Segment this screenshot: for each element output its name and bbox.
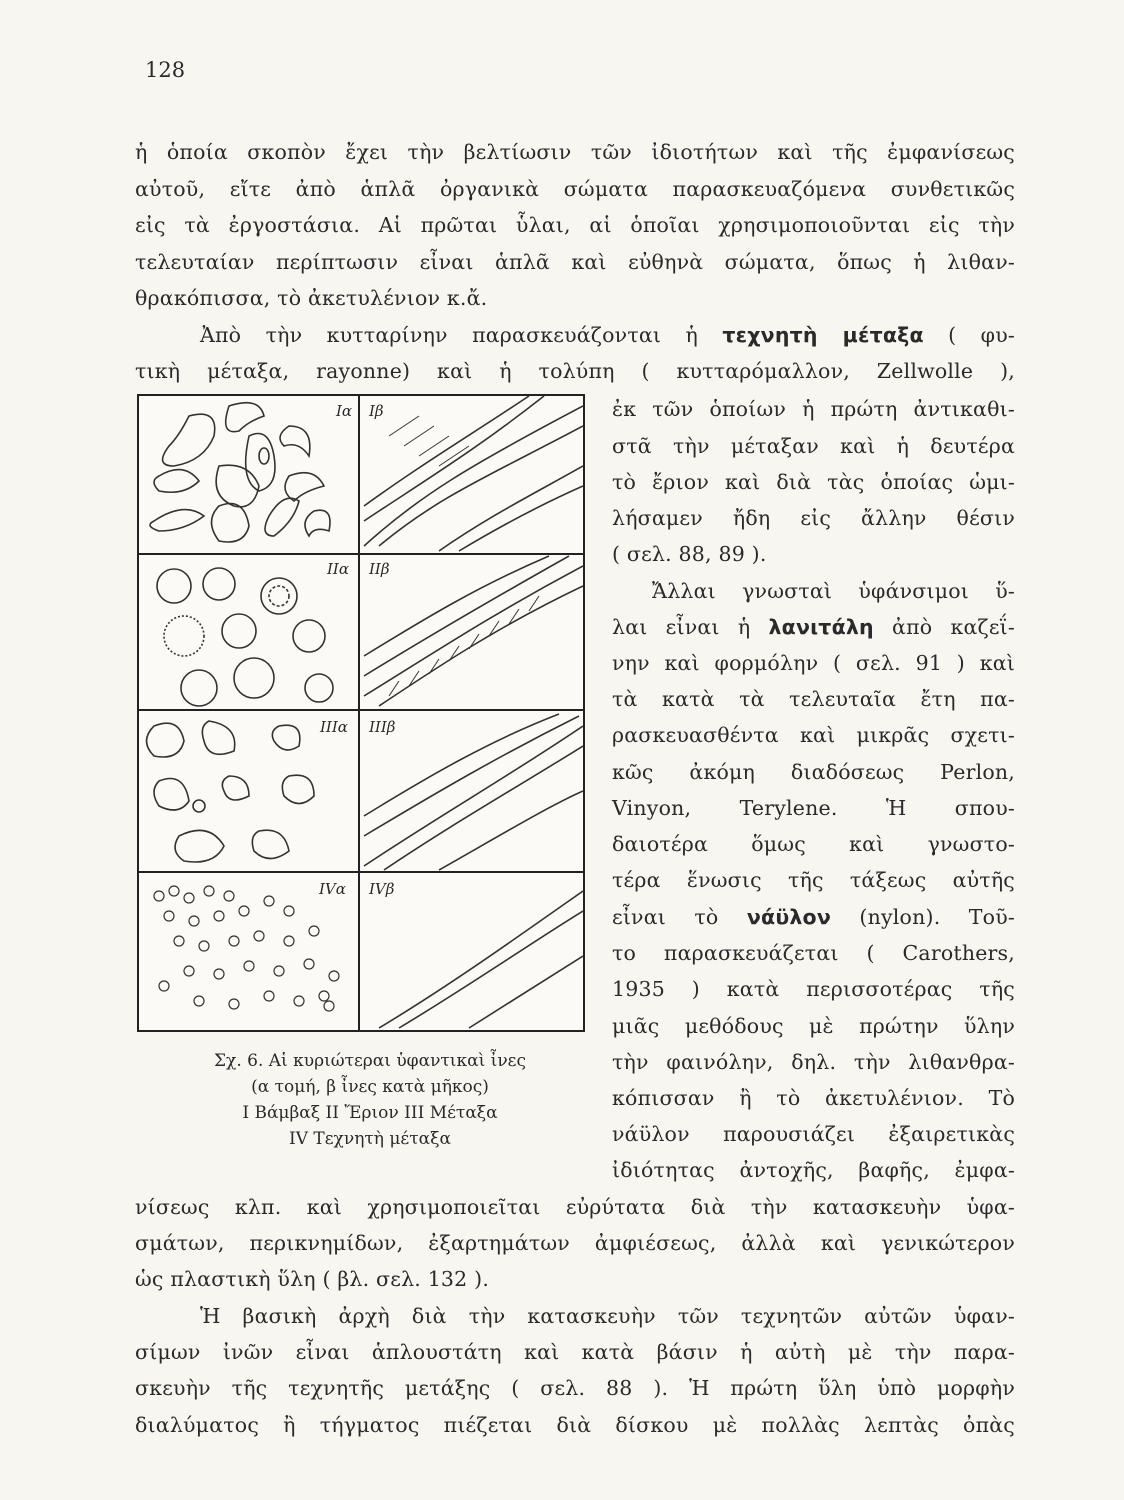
bold-term: λανιτάλη	[768, 615, 874, 639]
silk-sections	[147, 721, 315, 862]
text-line: μιᾶς μεθόδους μὲ πρώτην ὕλην	[612, 1014, 1015, 1038]
text-line: θρακόπισσα, τὸ ἀκετυλένιον κ.ἄ.	[135, 286, 488, 310]
text-line: ρασκευασθέντα καὶ μικρᾶς σχετι-	[612, 723, 1015, 747]
text-line: Ἄλλαι γνωσταὶ ὑφάνσιμοι ὕ-	[652, 579, 1015, 603]
text-span: ἀπὸ καζεΐ-	[892, 615, 1016, 639]
cotton-fibers	[364, 396, 583, 551]
text-line: ὡς πλαστικὴ ὕλη ( βλ. σελ. 132 ).	[135, 1267, 490, 1291]
text-line	[200, 320, 1015, 350]
figure-label: IVα	[319, 880, 346, 898]
text-line: τικὴ μέταξα, rayonne) καὶ ἡ τολύπη ( κυτταρόμαλλον, Zellwolle ),	[135, 359, 1015, 383]
text-line: σκευὴν τῆς τεχνητῆς μετάξης ( σελ. 88 ). Ἡ πρώτη ὕλη ὑπὸ μορφὴν	[135, 1376, 1015, 1400]
text-line: τελευταίαν περίπτωσιν εἶναι ἁπλᾶ καὶ εὐθηνὰ σώματα, ὅπως ἡ λιθαν-	[135, 250, 1015, 274]
text-line: τὰ κατὰ τὰ τελευταῖα ἔτη πα-	[612, 687, 1015, 711]
caption-line: (α τομή, β ἶνες κατὰ μῆκος)	[251, 1077, 489, 1097]
wool-fibers	[364, 556, 583, 706]
text-line: λήσαμεν ἤδη εἰς ἄλλην θέσιν	[612, 506, 1015, 530]
text-line: σίμων ἰνῶν εἶναι ἁπλουστάτη καὶ κατὰ βάσιν ἡ αὐτὴ μὲ τὴν παρα-	[135, 1340, 1015, 1364]
text-line: το παρασκευάζεται ( Carothers,	[612, 941, 1015, 965]
caption-line: Σχ. 6. Αἱ κυριώτεραι ὑφαντικαὶ ἶνες	[214, 1051, 526, 1071]
text-span: εἶναι τὸ	[612, 905, 719, 929]
bold-term: νάϋλον	[746, 905, 832, 929]
figure-label: IIβ	[369, 560, 390, 578]
text-line: ἰδιότητας ἀντοχῆς, βαφῆς, ἐμφα-	[612, 1158, 1015, 1182]
text-line: κῶς ἀκόμη διαδόσεως Perlon,	[612, 760, 1015, 784]
rayon-sections	[154, 886, 339, 1011]
rayon-fibers	[379, 891, 583, 1028]
text-line: ἡ ὁποία σκοπὸν ἔχει τὴν βελτίωσιν τῶν ἰδιοτήτων καὶ τῆς ἐμφανίσεως	[135, 140, 1015, 164]
text-line: νην καὶ φορμόλην ( σελ. 91 ) καὶ	[612, 651, 1015, 675]
text-line: τὸ ἔριον καὶ διὰ τὰς ὁποίας ὡμι-	[612, 470, 1015, 494]
text-line	[612, 902, 1015, 932]
caption-line: IV Τεχνητὴ μέταξα	[289, 1129, 451, 1149]
fiber-figure	[137, 394, 585, 1032]
figure-label: IIIα	[320, 718, 348, 736]
figure-label: IVβ	[369, 880, 395, 898]
text-line: διαλύματος ἢ τήγματος πιέζεται διὰ δίσκου μὲ πολλὰς λεπτὰς ὀπὰς	[135, 1413, 1015, 1437]
text-span: (nylon). Τοῦ-	[859, 905, 1016, 929]
fiber-illustration	[139, 396, 583, 1030]
figure-label: Iβ	[369, 402, 384, 420]
text-line: στᾶ τὴν μέταξαν καὶ ἡ δευτέρα	[612, 434, 1015, 458]
text-span: λαι εἶναι ἡ	[612, 615, 751, 639]
text-line: τὴν φαινόλην, δηλ. τὴν λιθανθρα-	[612, 1050, 1015, 1074]
text-line: νάϋλον παρουσιάζει ἐξαιρετικὰς	[612, 1122, 1015, 1146]
text-line: σμάτων, περικνημίδων, ἐξαρτημάτων ἀμφιέσεως, ἀλλὰ καὶ γενικώτερον	[135, 1231, 1015, 1255]
wool-sections	[157, 568, 333, 706]
figure-label: Iα	[336, 402, 353, 420]
text-line: κόπισσαν ἢ τὸ ἀκετυλένιον. Τὸ	[612, 1086, 1015, 1110]
text-line: αὐτοῦ, εἴτε ἀπὸ ἁπλᾶ ὀργανικὰ σώματα παρασκευαζόμενα συνθετικῶς	[135, 177, 1015, 201]
text-line: δαιοτέρα ὅμως καὶ γνωστο-	[612, 832, 1015, 856]
text-line: τέρα ἕνωσις τῆς τάξεως αὐτῆς	[612, 868, 1015, 892]
figure-label: IIIβ	[369, 718, 396, 736]
bold-term: τεχνητὴ μέταξα	[722, 323, 924, 347]
text-line	[612, 612, 1015, 642]
text-line: Vinyon, Terylene. Ἡ σπου-	[612, 796, 1015, 820]
text-line: εἰς τὰ ἐργοστάσια. Αἱ πρῶται ὗλαι, αἱ ὁποῖαι χρησιμοποιοῦνται εἰς τὴν	[135, 213, 1015, 237]
figure-label: IIα	[327, 560, 349, 578]
text-line: νίσεως κλπ. καὶ χρησιμοποιεῖται εὐρύτατα διὰ τὴν κατασκευὴν ὑφα-	[135, 1195, 1015, 1219]
page-number: 128	[145, 58, 186, 82]
text-line: ἐκ τῶν ὁποίων ἡ πρώτη ἀντικαθι-	[612, 397, 1015, 421]
text-line: 1935 ) κατὰ περισσοτέρας τῆς	[612, 977, 1015, 1001]
caption-line: I Βάμβαξ II Ἔριον III Μέταξα	[242, 1103, 498, 1123]
text-line: ( σελ. 88, 89 ).	[612, 542, 767, 566]
text-line: Ἡ βασικὴ ἀρχὴ διὰ τὴν κατασκευὴν τῶν τεχνητῶν αὐτῶν ὑφαν-	[200, 1304, 1015, 1328]
text-span: Ἀπὸ τὴν κυτταρίνην παρασκευάζονται ἡ	[200, 323, 698, 347]
text-span: ( φυ-	[948, 323, 1016, 347]
silk-fibers	[364, 714, 583, 870]
figure-caption	[135, 1048, 605, 1152]
cotton-sections	[150, 403, 330, 542]
